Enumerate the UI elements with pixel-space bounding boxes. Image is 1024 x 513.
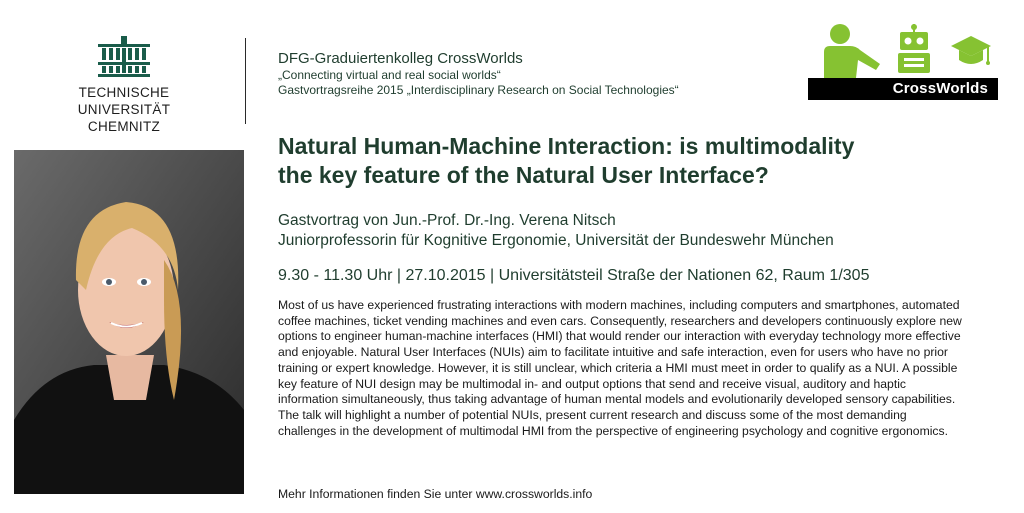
- crossworlds-logo: [808, 20, 998, 100]
- speaker-name: Gastvortrag von Jun.-Prof. Dr.-Ing. Verena Nitsch: [278, 212, 616, 229]
- robot-icon: [892, 24, 936, 78]
- talk-abstract: Most of us have experienced frustrating interactions with modern machines, including computers and smartphones, automated coffee machines, ticket vending machines and even cars. Consequently, researchers and developers continuously explore new options to engineer human-machine interfaces (HMI) that would render our interaction with everyday technology more effective and enjoyable. Natural User Interfaces (NUIs) aim to facilitate intuitive and safe interaction, even for users who have no prior training or expert knowledge. However, it is still unclear, which criteria a HMI must meet in order to qualify as a NUI. A possible key feature of NUI design may be multimodal in- and output options that send and receive visual, auditory and haptic information simultaneously, thus taking advantage of human mental models and evolutionarily developed sensory capabilities. The talk will highlight a number of potential NUIs, present current research and discuss some of the most demanding challenges in the development of multimodal HMI from the perspective of engineering psychology and cognitive ergonomics.: [278, 298, 962, 438]
- talk-title-line2: the key feature of the Natural User Interface?: [278, 162, 769, 188]
- program-header: [278, 50, 798, 98]
- speaker-affiliation: Juniorprofessorin für Kognitive Ergonomie, Universität der Bundeswehr München: [278, 232, 834, 249]
- more-info-link[interactable]: Mehr Informationen finden Sie unter www.crossworlds.info: [278, 487, 593, 501]
- speaker-portrait-icon: [14, 150, 244, 494]
- person-icon: [810, 22, 888, 78]
- program-title: DFG-Graduiertenkolleg CrossWorlds: [278, 50, 523, 67]
- speaker-photo: [14, 150, 244, 494]
- university-logo: [34, 36, 214, 135]
- talk-title: [278, 132, 978, 190]
- lecture-series: Gastvortragsreihe 2015 „Interdisciplinary Research on Social Technologies“: [278, 83, 679, 97]
- talk-title-line1: Natural Human-Machine Interaction: is multimodality: [278, 133, 855, 159]
- crossworlds-logo-text: CrossWorlds: [892, 80, 988, 97]
- header-divider: [245, 38, 246, 124]
- speaker-info: [278, 211, 978, 251]
- tuc-building-icon: [96, 36, 152, 78]
- university-name-line1: TECHNISCHE UNIVERSITÄT: [77, 85, 171, 117]
- university-name-line2: CHEMNITZ: [87, 119, 161, 134]
- event-time-location: 9.30 - 11.30 Uhr | 27.10.2015 | Universitätsteil Straße der Nationen 62, Raum 1/305: [278, 267, 870, 284]
- graduation-cap-icon: [950, 34, 992, 70]
- program-subtitle: „Connecting virtual and real social worlds“: [278, 68, 501, 82]
- university-name: [34, 84, 214, 135]
